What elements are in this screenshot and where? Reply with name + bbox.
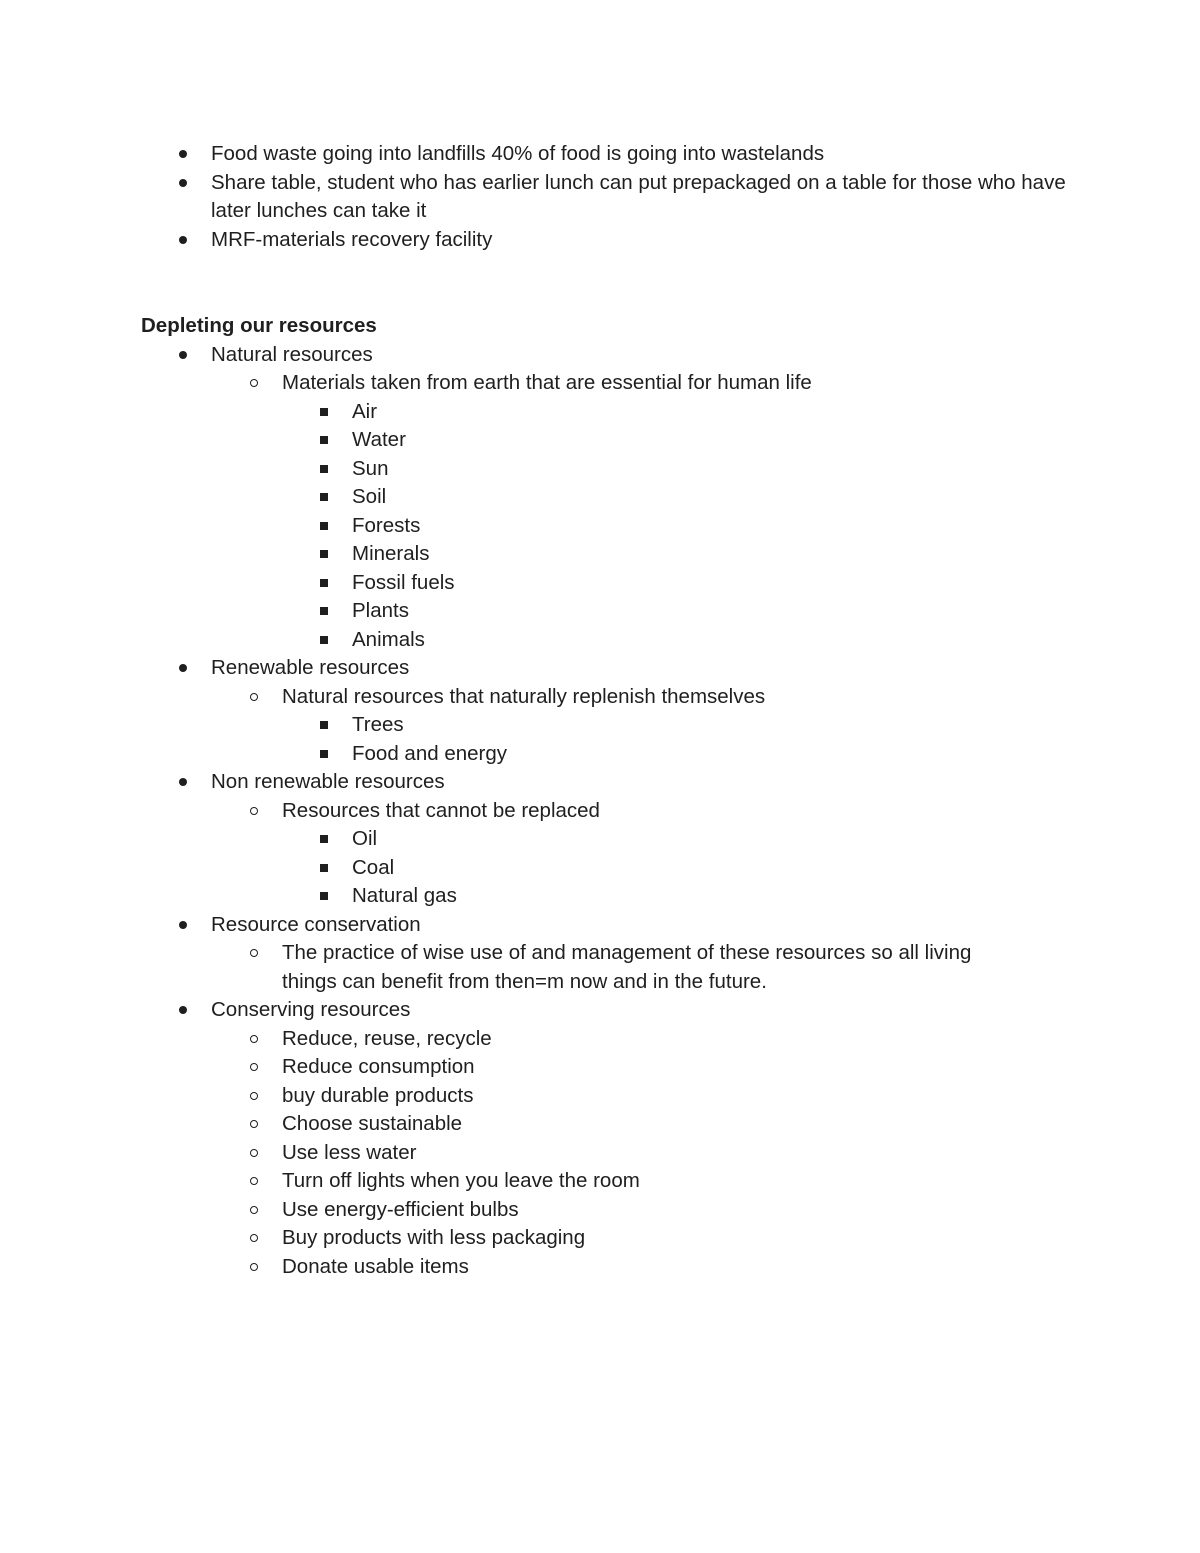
bullet-disc-icon [176, 996, 190, 1025]
list-item-text: Reduce consumption [282, 1055, 475, 1078]
bullet-square-icon [317, 740, 331, 769]
sub-list-item [0, 1253, 1200, 1282]
bullet-disc-icon [176, 140, 190, 169]
list-item-text: Resources that cannot be replaced [282, 798, 600, 822]
sub-sub-list-item [0, 740, 1200, 769]
list-item-text: Soil [352, 485, 387, 508]
list-item-text: Fossil fuels [352, 570, 455, 594]
sub-list-item [0, 1196, 1200, 1225]
bullet-circle-icon [247, 1167, 261, 1196]
list-item-text: Water [352, 428, 406, 451]
sub-list-item [0, 683, 1200, 712]
list-item-text: Food waste going into landfills 40% of food is going into wastelands [211, 142, 825, 165]
bullet-square-icon [317, 711, 331, 740]
list-item-text: Oil [352, 827, 378, 850]
bullet-circle-icon [247, 1139, 261, 1168]
bullet-disc-icon [176, 169, 190, 198]
list-item-text: Share table, student who has earlier lunch can put prepackaged on a table for those who have later lunches can take it [211, 170, 1066, 222]
list-item [0, 226, 1200, 255]
bullet-circle-icon [247, 797, 261, 826]
bullet-disc-icon [176, 911, 190, 940]
sub-list-item [0, 1139, 1200, 1168]
list-item-text: Reduce, reuse, recycle [282, 1026, 492, 1050]
sub-list-item [0, 1053, 1200, 1082]
sub-list-item [0, 939, 1200, 996]
bullet-circle-icon [247, 939, 261, 968]
bullet-square-icon [317, 854, 331, 883]
list-item-text: Coal [352, 855, 395, 879]
top-bullet-list [0, 140, 1200, 254]
sub-list-item [0, 797, 1200, 826]
sub-sub-list-item [0, 626, 1200, 655]
list-item [0, 169, 1200, 226]
list-item-natural-resources [0, 341, 1200, 370]
list-item-text: Donate usable items [282, 1254, 469, 1278]
list-item-text: buy durable products [282, 1083, 474, 1107]
list-item-text: The practice of wise use of and management of these resources so all living things can benefit from then=m now and in the future. [282, 941, 972, 993]
list-item-text: Renewable resources [211, 656, 410, 679]
bullet-square-icon [317, 483, 331, 512]
sub-list-item [0, 1224, 1200, 1253]
sub-sub-list-item [0, 882, 1200, 911]
sub-sub-list-item [0, 825, 1200, 854]
list-item-text: Buy products with less packaging [282, 1226, 586, 1249]
sub-sub-list-item [0, 597, 1200, 626]
list-item-text: Natural resources that naturally replenish themselves [282, 684, 766, 708]
list-item-resource-conservation [0, 911, 1200, 940]
sub-list-item [0, 1110, 1200, 1139]
bullet-square-icon [317, 540, 331, 569]
bullet-circle-icon [247, 1025, 261, 1054]
bullet-circle-icon [247, 1082, 261, 1111]
sub-list-item [0, 1025, 1200, 1054]
list-item-nonrenewable-resources [0, 768, 1200, 797]
bullet-disc-icon [176, 341, 190, 370]
sub-sub-list-item [0, 455, 1200, 484]
list-item-text: Resource conservation [211, 912, 421, 936]
sub-list-item [0, 1082, 1200, 1111]
list-item-text: Natural resources [211, 342, 373, 366]
sub-sub-list-item [0, 711, 1200, 740]
bullet-square-icon [317, 455, 331, 484]
bullet-circle-icon [247, 683, 261, 712]
list-item-text: Forests [352, 513, 421, 537]
list-item-text: Turn off lights when you leave the room [282, 1169, 640, 1192]
list-item-text: Animals [352, 627, 425, 651]
bullet-square-icon [317, 512, 331, 541]
bullet-circle-icon [247, 1196, 261, 1225]
list-item [0, 140, 1200, 169]
bullet-square-icon [317, 597, 331, 626]
list-item-text: Conserving resources [211, 998, 411, 1021]
bullet-square-icon [317, 569, 331, 598]
sub-sub-list-item [0, 483, 1200, 512]
bullet-circle-icon [247, 1253, 261, 1282]
bullet-circle-icon [247, 1224, 261, 1253]
sub-sub-list-item [0, 854, 1200, 883]
sub-sub-list-item [0, 512, 1200, 541]
sub-sub-list-item [0, 426, 1200, 455]
section-heading: Depleting our resources [141, 314, 377, 337]
list-item-text: Natural gas [352, 884, 457, 907]
bullet-circle-icon [247, 369, 261, 398]
bullet-square-icon [317, 626, 331, 655]
resources-section [0, 312, 1200, 1281]
list-item-text: Air [352, 399, 378, 423]
sub-sub-list-item [0, 398, 1200, 427]
list-item-text: Use energy-efficient bulbs [282, 1197, 519, 1221]
list-item-text: Materials taken from earth that are essential for human life [282, 371, 812, 394]
sub-list-item [0, 369, 1200, 398]
bullet-disc-icon [176, 654, 190, 683]
sub-sub-list-item [0, 569, 1200, 598]
bullet-square-icon [317, 825, 331, 854]
list-item-text: Sun [352, 456, 389, 480]
bullet-square-icon [317, 882, 331, 911]
bullet-circle-icon [247, 1053, 261, 1082]
list-item-conserving-resources [0, 996, 1200, 1025]
bullet-circle-icon [247, 1110, 261, 1139]
list-item-text: Non renewable resources [211, 770, 445, 793]
sub-sub-list-item [0, 540, 1200, 569]
sub-list-item [0, 1167, 1200, 1196]
list-item-text: Plants [352, 599, 409, 622]
bullet-disc-icon [176, 226, 190, 255]
list-item-text: Food and energy [352, 741, 508, 765]
bullet-square-icon [317, 398, 331, 427]
list-item-text: Minerals [352, 542, 430, 565]
list-item-text: Use less water [282, 1140, 417, 1164]
bullet-square-icon [317, 426, 331, 455]
list-item-text: Trees [352, 713, 404, 736]
bullet-disc-icon [176, 768, 190, 797]
list-item-text: Choose sustainable [282, 1112, 463, 1135]
list-item-renewable-resources [0, 654, 1200, 683]
list-item-text: MRF-materials recovery facility [211, 227, 493, 251]
